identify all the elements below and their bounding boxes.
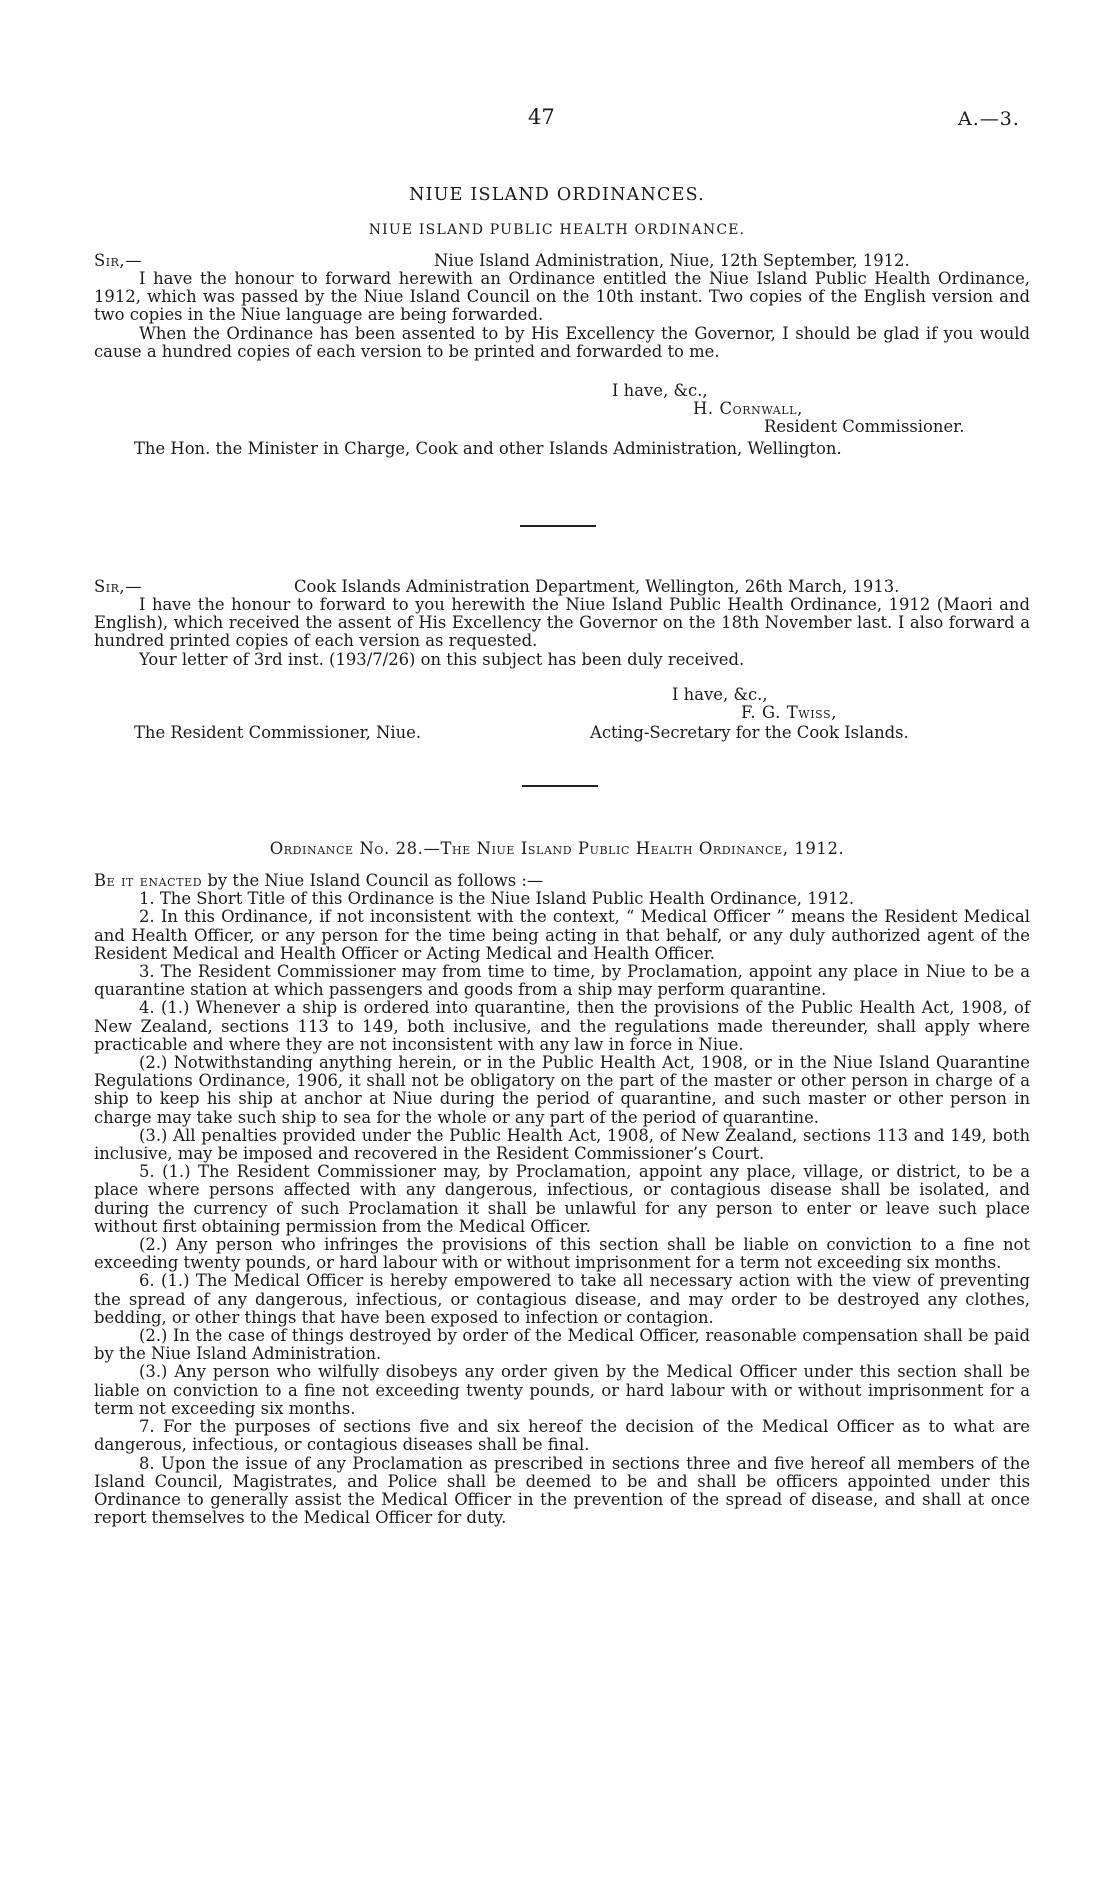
ordinance-paragraph: (3.) Any person who wilfully disobeys any order given by the Medical Officer under this section shall be liable on conviction to a fine not exceeding twenty pounds, or hard labour with or without imprisonment for a term not exceeding six months. [94,1362,1030,1418]
letter1-para2: When the Ordinance has been assented to by His Excellency the Governor, I should be glad if you would cause a hundred copies of each version to be printed and forwarded to me. [94,323,1030,361]
enacting-lead: Be it enacted [94,871,203,890]
ordinance-body [94,872,1030,1527]
ordinance-paragraph: 6. (1.) The Medical Officer is hereby empowered to take all necessary action with the view of preventing the spread of any dangerous, infectious, or contagious disease, and may order to be destroyed any clothes, bedding, or other things that have been exposed to infection or contagion. [94,1271,1030,1327]
ordinance-paragraph: (2.) Notwithstanding anything herein, or in the Public Health Act, 1908, or in the Niue Island Quarantine Regulations Ordinance, 1906, it shall not be obligatory on the part of the master or other person in charge of a ship to keep his ship at anchor at Niue during the period of quarantine, and such master or other person in charge may take such ship to sea for the whole or any part of the period of quarantine. [94,1053,1030,1127]
letter2-signature-title: Acting-Secretary for the Cook Islands. [590,723,909,742]
enacting-rest: by the Niue Island Council as follows :— [202,871,544,890]
letter1-signature-title: Resident Commissioner. [764,417,965,436]
ordinance-paragraph: (3.) All penalties provided under the Public Health Act, 1908, of New Zealand, sections 113 and 149, both inclusive, may be imposed and recovered in the Resident Commissioner’s Court. [94,1125,1030,1164]
ordinance-paragraph: 2. In this Ordinance, if not inconsistent with the context, “ Medical Officer ” means the Resident Medical and Health Officer, or any person for the time being acting in that behalf, or any duly authorized agent of the Resident Medical and Health Officer or Acting Medical and Health Officer. [94,907,1030,963]
letter2-closing: I have, &c., [672,685,768,704]
letter2-signature: F. G. Twiss, [741,703,838,722]
letter2-addressee: The Resident Commissioner, Niue. [134,723,422,742]
main-title: NIUE ISLAND ORDINANCES. [409,185,705,205]
letter1-body [94,270,1030,361]
sub-title: NIUE ISLAND PUBLIC HEALTH ORDINANCE. [368,222,746,238]
ordinance-paragraph: 1. The Short Title of this Ordinance is the Niue Island Public Health Ordinance, 1912. [139,889,855,909]
letter1-place-date: Niue Island Administration, Niue, 12th September, 1912. [434,251,910,270]
section-divider [520,525,596,527]
letter2-para1: I have the honour to forward to you herewith the Niue Island Public Health Ordinance, 1912 (Maori and English), which received the assent of His Excellency the Governor on the 18th November last. I also forward a hundred printed copies of each version as requested. [94,595,1030,651]
ordinance-paragraph: 4. (1.) Whenever a ship is ordered into quarantine, then the provisions of the Public Health Act, 1908, of New Zealand, sections 113 to 149, both inclusive, and the regulations made thereunder, shall apply where practicable and where they are not inconsistent with any law in force in Niue. [94,998,1030,1054]
letter2-place-date: Cook Islands Administration Department, Wellington, 26th March, 1913. [294,577,900,596]
letter1-addressee: The Hon. the Minister in Charge, Cook and other Islands Administration, Wellington. [134,439,842,458]
ordinance-paragraph: 7. For the purposes of sections five and six hereof the decision of the Medical Officer as to what are dangerous, infectious, or contagious diseases shall be final. [94,1417,1030,1455]
letter2-body [94,596,1030,669]
letter2-salutation: Sir,— [94,577,142,596]
ordinance-paragraph: (2.) In the case of things destroyed by order of the Medical Officer, reasonable compensation shall be paid by the Niue Island Administration. [94,1326,1030,1364]
letter1-para1: I have the honour to forward herewith an Ordinance entitled the Niue Island Public Health Ordinance, 1912, which was passed by the Niue Island Council on the 10th instant. Two copies of the English version and two copies in the Niue language are being forwarded. [94,269,1030,325]
page-number: 47 [528,105,555,129]
letter1-closing: I have, &c., [612,381,708,400]
letter1-salutation: Sir,— [94,251,142,270]
ordinance-paragraph: 3. The Resident Commissioner may from time to time, by Proclamation, appoint any place in Niue to be a quarantine station at which passengers and goods from a ship may perform quarantine. [94,962,1030,1000]
ordinance-paragraph: (2.) Any person who infringes the provisions of this section shall be liable on conviction to a fine not exceeding twenty pounds, or hard labour with or without imprisonment for a term not exceeding six months. [94,1235,1030,1273]
enacting-clause [94,872,1030,890]
letter2-para2: Your letter of 3rd inst. (193/7/26) on this subject has been duly received. [139,649,745,669]
ordinance-title: Ordinance No. 28.—The Niue Island Public Health Ordinance, 1912. [269,839,845,858]
ordinance-paragraph: 5. (1.) The Resident Commissioner may, by Proclamation, appoint any place, village, or district, to be a place where persons affected with any dangerous, infectious, or contagious disease shall be isolated, and during the currency of such Proclamation it shall be unlawful for any person to enter or leave such place without first obtaining permission from the Medical Officer. [94,1162,1030,1236]
section-divider [522,785,598,787]
ordinance-paragraph: 8. Upon the issue of any Proclamation as prescribed in sections three and five hereof all members of the Island Council, Magistrates, and Police shall be deemed to be and shall be officers appointed under this Ordinance to generally assist the Medical Officer in the prevention of the spread of disease, and shall at once report themselves to the Medical Officer for duty. [94,1453,1030,1528]
letter1-signature: H. Cornwall, [693,399,803,418]
document-code: A.—3. [958,108,1020,130]
